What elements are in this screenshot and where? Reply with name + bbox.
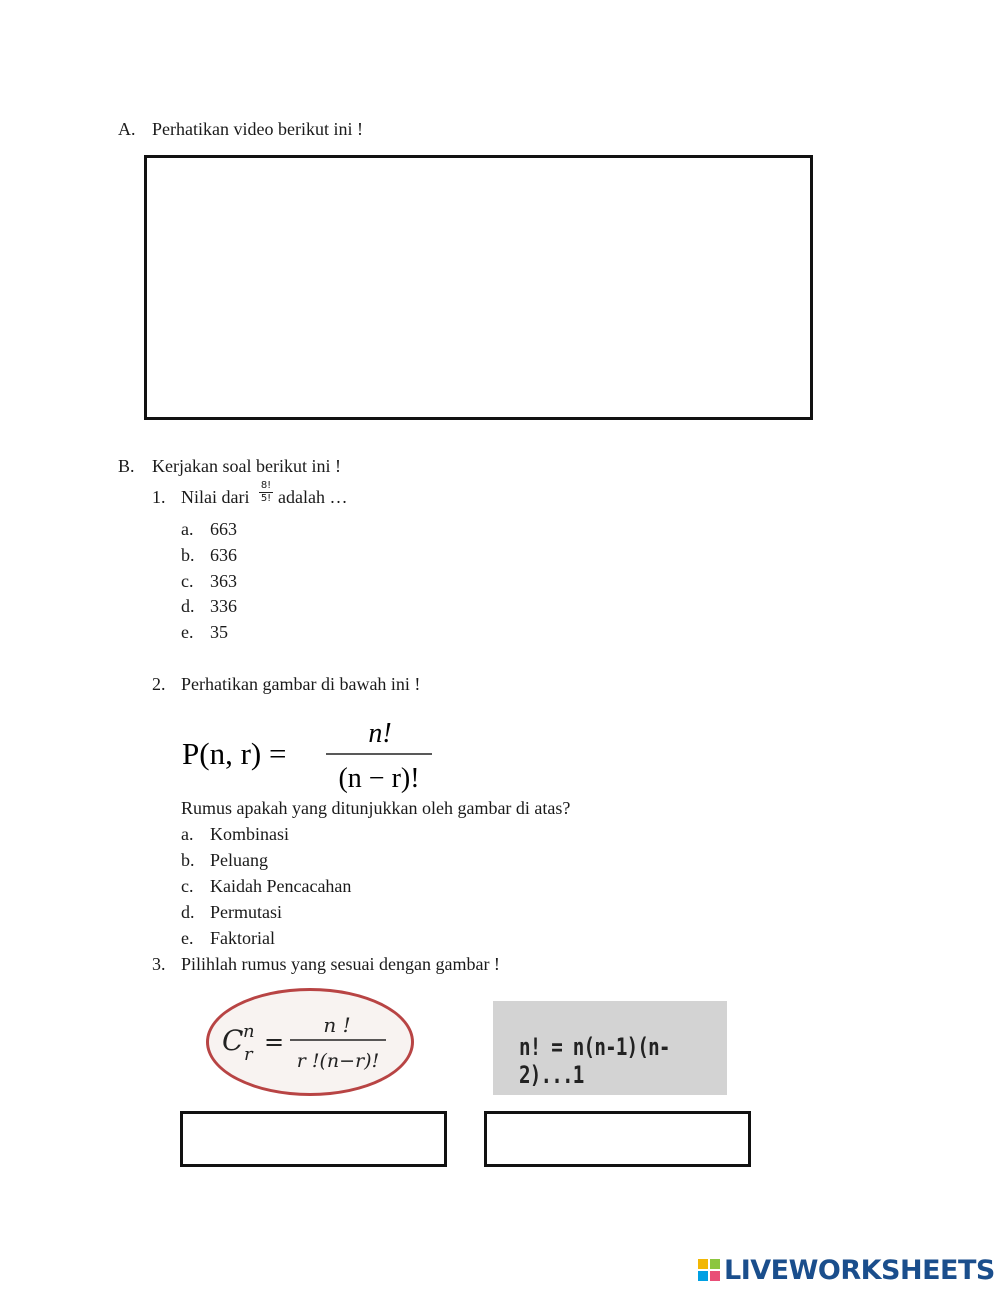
q1-option-a: 663 bbox=[210, 519, 237, 539]
q2-question: Rumus apakah yang ditunjukkan oleh gambar di atas? bbox=[181, 798, 571, 818]
svg-text:=: = bbox=[264, 1028, 285, 1056]
section-a-title: Perhatikan video berikut ini ! bbox=[152, 119, 363, 139]
q1-option-c: 363 bbox=[210, 571, 237, 591]
formula-denominator: (n − r)! bbox=[338, 763, 420, 794]
q2-option-letter: c. bbox=[181, 876, 194, 896]
q2-option-letter: e. bbox=[181, 928, 194, 948]
formula-lhs: P(n, r) = bbox=[182, 736, 287, 771]
q2-option-letter: a. bbox=[181, 824, 194, 844]
q1-fraction-denominator: 5! bbox=[260, 493, 272, 504]
q3-text: Pilihlah rumus yang sesuai dengan gambar ! bbox=[181, 954, 500, 974]
logo-mark-icon bbox=[698, 1259, 720, 1281]
q1-prefix: Nilai dari bbox=[181, 487, 250, 507]
permutation-formula-image bbox=[180, 714, 442, 794]
section-b-marker: B. bbox=[118, 456, 135, 476]
q3-number: 3. bbox=[152, 954, 166, 974]
factorial-formula-text: n! = n(n-1)(n-2)...1 bbox=[519, 1033, 670, 1089]
q2-text: Perhatikan gambar di bawah ini ! bbox=[181, 674, 421, 694]
q1-number: 1. bbox=[152, 487, 166, 507]
formula-numerator: n! bbox=[368, 718, 392, 749]
section-b-title: Kerjakan soal berikut ini ! bbox=[152, 456, 341, 476]
q2-option-e: Faktorial bbox=[210, 928, 275, 948]
video-frame[interactable] bbox=[144, 155, 813, 420]
comb-c: C bbox=[222, 1024, 244, 1057]
section-a-marker: A. bbox=[118, 119, 136, 139]
q2-option-b: Peluang bbox=[210, 850, 268, 870]
q2-number: 2. bbox=[152, 674, 166, 694]
comb-denominator: r !(n−r)! bbox=[296, 1050, 380, 1072]
q2-option-c: Kaidah Pencacahan bbox=[210, 876, 352, 896]
factorial-formula-image bbox=[493, 1001, 727, 1095]
q1-option-letter: a. bbox=[181, 519, 194, 539]
q1-fraction bbox=[259, 481, 273, 504]
answer-box-2[interactable] bbox=[484, 1111, 751, 1167]
q1-option-letter: e. bbox=[181, 622, 194, 642]
q2-option-letter: b. bbox=[181, 850, 195, 870]
comb-sup: n bbox=[243, 1021, 255, 1042]
q1-option-letter: c. bbox=[181, 571, 194, 591]
q1-option-letter: d. bbox=[181, 596, 195, 616]
q2-option-a: Kombinasi bbox=[210, 824, 289, 844]
q1-option-d: 336 bbox=[210, 596, 237, 616]
comb-sub: r bbox=[244, 1044, 253, 1065]
combination-formula-text bbox=[206, 988, 414, 1096]
q1-option-b: 636 bbox=[210, 545, 237, 565]
answer-box-1[interactable] bbox=[180, 1111, 447, 1167]
q1-fraction-numerator: 8! bbox=[260, 480, 272, 491]
q1-suffix: adalah … bbox=[278, 487, 348, 507]
q2-option-letter: d. bbox=[181, 902, 195, 922]
q1-option-e: 35 bbox=[210, 622, 228, 642]
q1-option-letter: b. bbox=[181, 545, 195, 565]
q2-option-d: Permutasi bbox=[210, 902, 282, 922]
comb-numerator: n ! bbox=[323, 1013, 351, 1037]
logo-wordmark: LIVEWORKSHEETS bbox=[724, 1255, 995, 1286]
